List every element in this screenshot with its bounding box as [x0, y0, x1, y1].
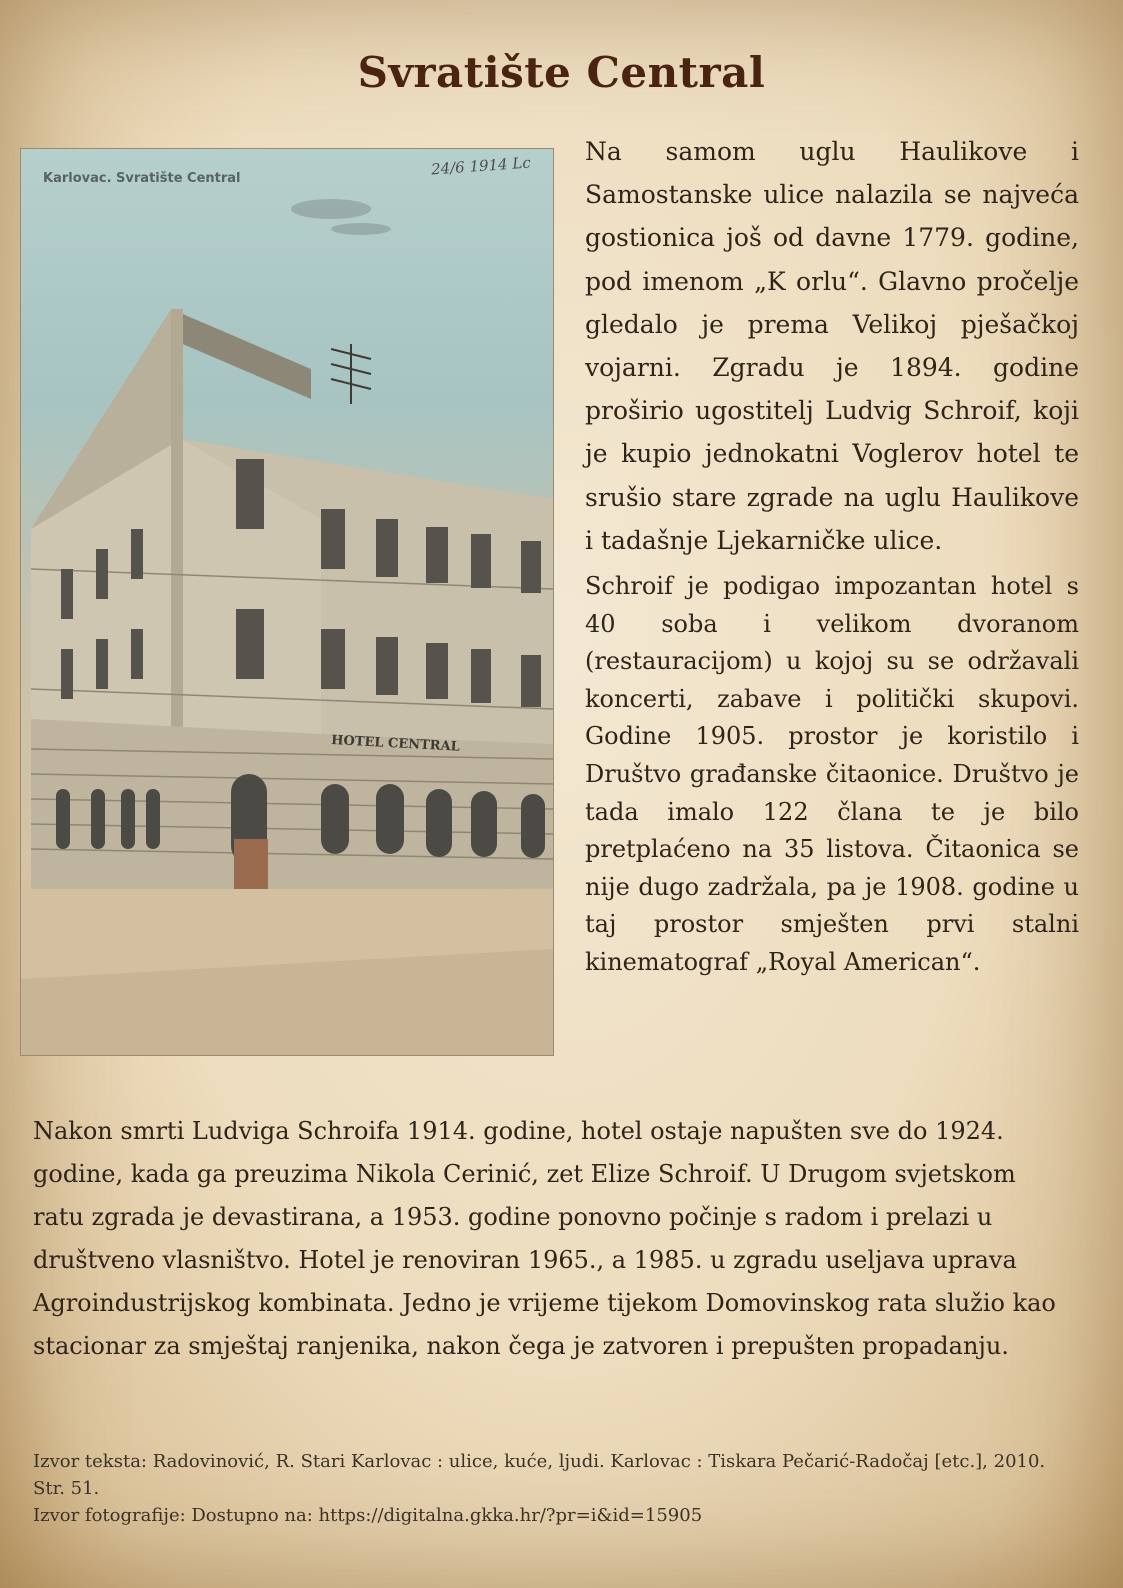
- paragraph-origin: Na samom uglu Haulikove i Samostanske ulice nalazila se najveća gostionica još od davne 1779. godine, pod imenom „K orlu“. Glavno pročelje gledalo je prema Velikoj pješačkoj vojarni. Zgradu je 1894. godine proširio ugostitelj Ludvig Schroif, koji je kupio jednokatni Voglerov hotel te srušio stare zgrade na uglu Haulikove i tadašnje Ljekarničke ulice.: [585, 137, 1079, 555]
- hotel-postcard-photo: [20, 148, 554, 1056]
- text-source: Izvor teksta: Radovinović, R. Stari Karlovac : ulice, kuće, ljudi. Karlovac : Tiskara Pečarić-Radočaj [etc.], 2010. Str. 51.: [33, 1451, 1046, 1499]
- paragraph-later-history: Nakon smrti Ludviga Schroifa 1914. godine, hotel ostaje napušten sve do 1924. godine, kada ga preuzima Nikola Cerinić, zet Elize Schroif. U Drugom svjetskom ratu zgrada je devastirana, a 1953. godine ponovno počinje s radom i prelazi u društveno vlasništvo. Hotel je renoviran 1965., a 1985. u zgradu useljava uprava Agroindustrijskog kombinata. Jedno je vrijeme tijekom Domovinskog rata služio kao stacionar za smještaj ranjenika, nakon čega je zatvoren i prepušten propadanju.: [33, 1117, 1056, 1360]
- page-title: Svratište Central: [357, 48, 766, 97]
- sources-block: [33, 1448, 1073, 1529]
- paragraph-schroif-hotel: Schroif je podigao impozantan hotel s 40 soba i velikom dvoranom (restauracijom) u kojoj su se održavali koncerti, zabave i politički skupovi. Godine 1905. prostor je koristilo i Društvo građanske čitaonice. Društvo je tada imalo 122 člana te je bilo pretplaćeno na 35 listova. Čitaonica se nije dugo zadržala, pa je 1908. godine u taj prostor smješten prvi stalni kinematograf „Royal American“.: [585, 572, 1079, 976]
- hotel-sign-text: HOTEL CENTRAL: [330, 733, 461, 755]
- hotel-building-illustration: [21, 149, 553, 1055]
- handwritten-date-note: 24/6 1914 Lc: [430, 153, 532, 179]
- right-text-column: [585, 130, 1079, 982]
- photo-source: Izvor fotografije: Dostupno na: https://digitalna.gkka.hr/?pr=i&id=15905: [33, 1505, 703, 1526]
- postcard-caption: Karlovac. Svratište Central: [43, 171, 241, 186]
